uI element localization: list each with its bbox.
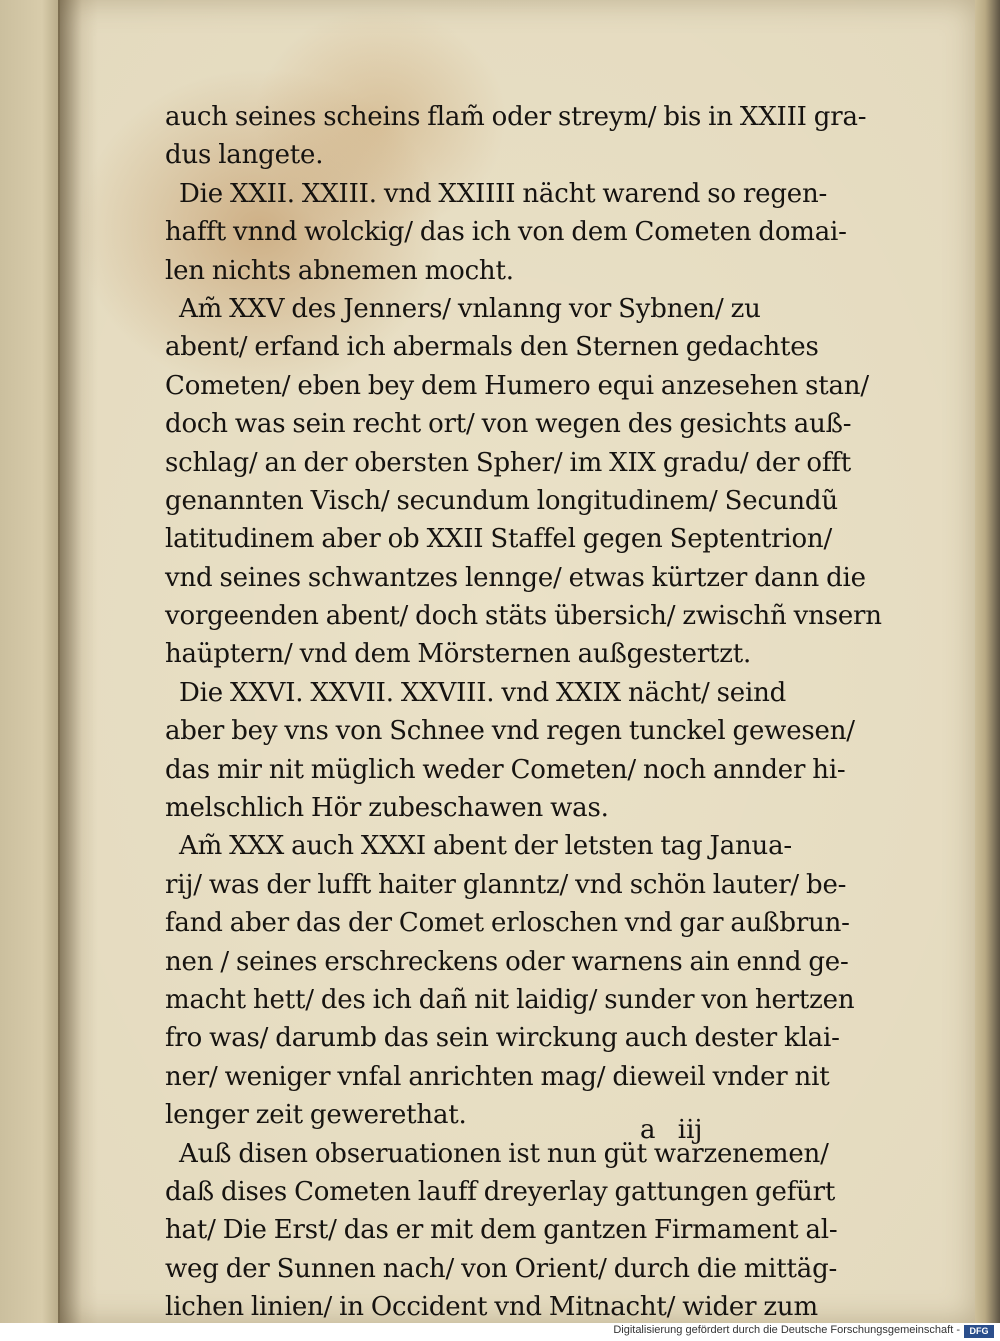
paragraph-start-line: Die XXII. XXIII. vnd XXIIII nächt warend so regen- xyxy=(179,178,828,209)
text-line: melschlich Hör zubeschawen was. xyxy=(165,793,609,824)
text-line: latitudinem aber ob XXII Staffel gegen Septentrion/ xyxy=(165,524,833,555)
text-line: hat/ Die Erst/ das er mit dem gantzen Firmament al- xyxy=(165,1215,838,1246)
paragraph-start-line: Auß disen obseruationen ist nun güt warzenemen/ xyxy=(179,1138,829,1169)
text-line: nen / seines erschreckens oder warnens ain ennd ge- xyxy=(165,946,849,977)
text-line: schlag/ an der obersten Spher/ im XIX gradu/ der offt xyxy=(165,447,851,478)
body-text xyxy=(165,98,882,1323)
facing-page-edge xyxy=(0,0,60,1323)
text-line: dus langete. xyxy=(165,140,324,171)
text-line: hafft vnnd wolckig/ das ich von dem Cometen domai- xyxy=(165,217,847,248)
text-line: aber bey vns von Schnee vnd regen tunckel gewesen/ xyxy=(165,716,855,747)
text-line: fand aber das der Comet erloschen vnd gar außbrun- xyxy=(165,908,850,939)
text-line: macht hett/ des ich dañ nit laidig/ sunder von hertzen xyxy=(165,984,855,1015)
text-line: vorgeenden abent/ doch stäts übersich/ zwischñ vnsern xyxy=(165,601,882,632)
text-line: Cometen/ eben bey dem Humero equi anzesehen stan/ xyxy=(165,370,869,401)
page-stack-edge xyxy=(975,0,1000,1323)
text-line: auch seines scheins flam̃ oder streym/ bis in XXIII gra- xyxy=(165,102,867,132)
text-line: weg der Sunnen nach/ von Orient/ durch die mittäg- xyxy=(165,1253,838,1284)
text-line: lichen linien/ in Occident vnd Mitnacht/ wider zum xyxy=(165,1292,818,1323)
signature-mark: a iij xyxy=(640,1115,703,1145)
text-line: len nichts abnemen mocht. xyxy=(165,255,514,286)
text-line: rij/ was der lufft haiter glanntz/ vnd schön lauter/ be- xyxy=(165,869,847,900)
book-gutter-shadow xyxy=(58,0,98,1323)
paragraph-start-line: Am̃ XXX auch XXXI abent der letsten tag Janua- xyxy=(179,831,792,862)
text-line: lenger zeit gewerethat. xyxy=(165,1100,467,1131)
text-line: doch was sein recht ort/ von wegen des gesichts auß- xyxy=(165,409,852,440)
text-line: genannten Visch/ secundum longitudinem/ Secundũ xyxy=(165,485,838,516)
text-line: daß dises Cometen lauff dreyerlay gattungen gefürt xyxy=(165,1176,836,1207)
paragraph-start-line: Am̃ XXV des Jenners/ vnlanng vor Sybnen/ zu xyxy=(179,293,761,324)
text-line: vnd seines schwantzes lennge/ etwas kürtzer dann die xyxy=(165,562,866,593)
footer-bar xyxy=(0,1323,1000,1341)
text-line: abent/ erfand ich abermals den Sternen gedachtes xyxy=(165,332,819,363)
dfg-logo[interactable]: DFG xyxy=(964,1325,994,1338)
paragraph-start-line: Die XXVI. XXVII. XXVIII. vnd XXIX nächt/ seind xyxy=(179,677,787,708)
text-line: haüptern/ vnd dem Mörsternen außgestertzt. xyxy=(165,639,752,670)
text-line: das mir nit müglich weder Cometen/ noch annder hi- xyxy=(165,754,846,785)
text-line: fro was/ darumb das sein wirckung auch dester klai- xyxy=(165,1023,840,1054)
funding-credit: Digitalisierung gefördert durch die Deutsche Forschungsgemeinschaft - xyxy=(613,1324,960,1336)
text-line: ner/ weniger vnfal anrichten mag/ dieweil vnder nit xyxy=(165,1061,830,1092)
